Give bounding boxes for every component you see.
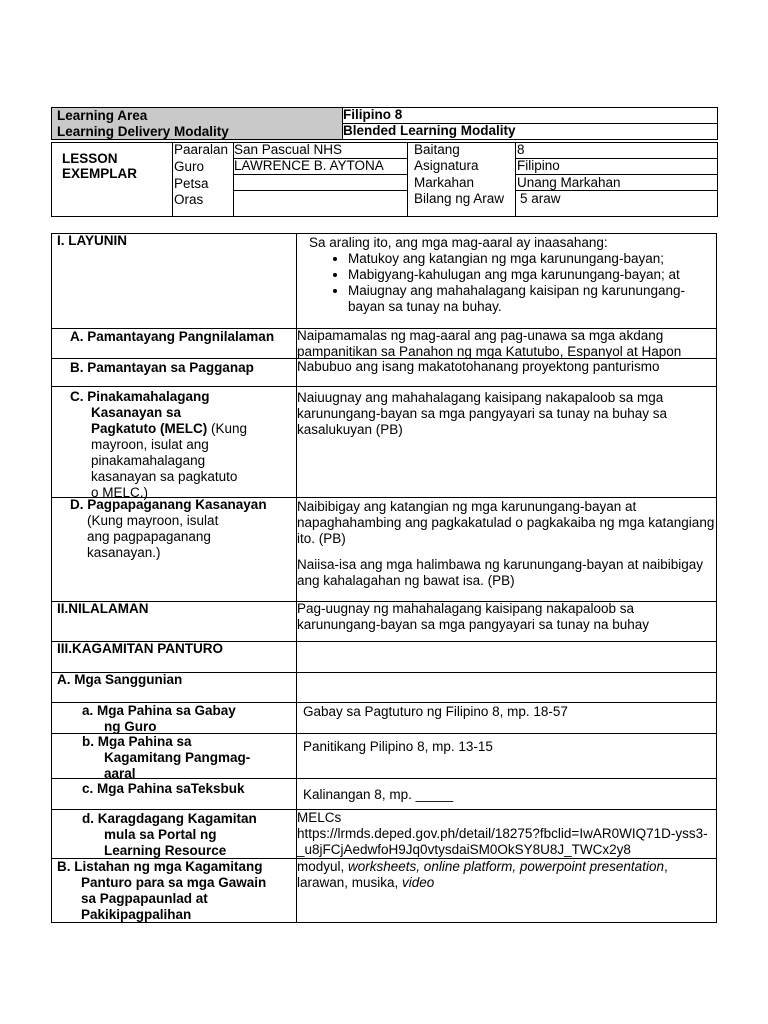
portal-label-line: d. Karagdagang Kagamitan	[82, 811, 257, 826]
layunin-list	[306, 251, 714, 315]
listahan-label-line: Panturo para sa mga Gawain	[81, 875, 267, 890]
pagpapaganang-label	[70, 497, 294, 561]
pagpapaganang-label-line: ang pagpapaganang	[87, 529, 211, 544]
asignatura-value: Filipino	[517, 158, 560, 173]
paaralan-label: Paaralan	[174, 142, 229, 157]
melc-label	[70, 389, 294, 501]
melc-label-line: mayroon, isulat ang	[91, 437, 209, 452]
asignatura-label: Asignatura	[414, 158, 479, 173]
listahan-value	[297, 859, 715, 891]
listahan-value-part: modyul,	[297, 859, 349, 874]
bilang-value: 5 araw	[520, 191, 561, 206]
baitang-value: 8	[517, 142, 525, 157]
baitang-value-cell	[515, 142, 718, 159]
portal-value	[297, 810, 715, 858]
baitang-label: Baitang	[414, 142, 460, 157]
oras-value-cell	[233, 190, 408, 217]
markahan-label: Markahan	[414, 175, 475, 190]
learning-area-label: Learning Area	[57, 108, 148, 123]
melc-value: Naiuugnay ang mahahalagang kaisipang nakapaloob sa mga karunungang-bayan sa mga pangyayari sa tunay na buhay sa kasalukuyan (PB)	[297, 390, 668, 437]
gabay-label-line: ng Guro	[104, 719, 157, 734]
pagpapaganang-value-2: Naiisa-isa ang mga halimbawa ng karunungang-bayan at naibibigay ang kahalagahan ng bawat isa. (PB)	[297, 557, 704, 588]
kagamitan-label: III.KAGAMITAN PANTURO	[57, 641, 223, 656]
listahan-label-line: Pakikipagpalihan	[81, 907, 192, 922]
gabay-label-line: a. Mga Pahina sa Gabay	[82, 703, 236, 718]
paaralan-value: San Pascual NHS	[234, 142, 343, 157]
listahan-label-line: B. Listahan ng mga Kagamitang	[57, 859, 263, 874]
pangnilalaman-value: Naipamamalas ng mag-aaral ang pag-unawa sa mga akdang pampanitikan sa Panahon ng mga Katutubo, Espanyol at Hapon	[297, 328, 682, 359]
pagganap-value: Nabubuo ang isang makatotohanang proyektong panturismo	[297, 359, 660, 374]
melc-label-line: Kasanayan sa	[91, 405, 182, 420]
petsa-value-cell	[233, 174, 408, 191]
modality-value: Blended Learning Modality	[343, 123, 516, 138]
portal-link[interactable]: https://lrmds.deped.gov.ph/detail/18275?fbclid=IwAR0WIQ71D-yss3-_u8jFCjAedwfoH9Jq0vtysdaiSM0OkSY8U8J_TWCx2y8	[297, 826, 708, 857]
exemplar-label: EXEMPLAR	[62, 166, 138, 181]
nilalaman-label: II.NILALAMAN	[57, 601, 149, 616]
pangmag-label-line: Kagamitang Pangmag-	[104, 750, 251, 765]
pagganap-label: B. Pamantayan sa Pagganap	[70, 360, 254, 375]
pangnilalaman-label: A. Pamantayang Pangnilalaman	[70, 329, 275, 344]
sanggunian-label: A. Mga Sanggunian	[57, 672, 183, 687]
pangmag-label-line: aaral	[104, 766, 136, 781]
layunin-intro: Sa araling ito, ang mga mag-aaral ay inaasahang:	[309, 235, 608, 250]
pagpapaganang-label-line: kasanayan.)	[87, 545, 161, 560]
pagpapaganang-label-line: D. Pagpapaganang Kasanayan	[70, 497, 267, 512]
melc-label-line: C. Pinakamahalagang	[70, 389, 210, 404]
markahan-value: Unang Markahan	[517, 175, 621, 190]
pangmag-label-line: b. Mga Pahina sa	[82, 734, 192, 749]
listahan-value-part: video	[402, 875, 435, 890]
melc-label-line: Pagkatuto (MELC)	[91, 421, 208, 436]
layunin-label: I. LAYUNIN	[57, 233, 128, 248]
petsa-label: Petsa	[174, 176, 209, 191]
portal-label-line: mula sa Portal ng	[104, 827, 217, 842]
listahan-value-part: worksheets, online platform, powerpoint presentation	[348, 859, 664, 874]
bilang-label: Bilang ng Araw	[414, 191, 505, 206]
portal-label-line: Learning Resource	[104, 843, 227, 858]
learning-area-value: Filipino 8	[343, 107, 403, 122]
gabay-value: Gabay sa Pagtuturo ng Filipino 8, mp. 18-57	[303, 704, 568, 719]
pangmag-label	[82, 734, 250, 782]
melc-label-line: o MELC.)	[91, 485, 149, 500]
pagpapaganang-value-1: Naibibigay ang katangian ng mga karunungang-bayan at napaghahambing ang pagkakatulad o pagkakaiba ng mga katangiang ito. (PB)	[297, 499, 715, 546]
gabay-label	[82, 703, 236, 735]
melc-label-line: (Kung	[207, 421, 248, 436]
pangmag-value: Panitikang Pilipino 8, mp. 13-15	[303, 739, 493, 754]
guro-value: LAWRENCE B. AYTONA	[234, 158, 384, 173]
teksbuk-value: Kalinangan 8, mp. _____	[303, 787, 454, 802]
row-divider	[51, 386, 717, 387]
melc-label-line: pinakamahalagang	[91, 453, 206, 468]
nilalaman-value: Pag-uugnay ng mahahalagang kaisipang nakapaloob sa karunungang-bayan sa mga pangyayari sa tunay na buhay	[297, 601, 649, 632]
lesson-label: LESSON	[62, 151, 118, 166]
portal-melcs: MELCs	[297, 810, 342, 825]
melc-label-line: kasanayan sa pagkatuto	[91, 469, 238, 484]
layunin-item: • Matukoy ang katangian ng mga karunungang-bayan;	[348, 251, 714, 267]
listahan-label-line: sa Pagpapaunlad at	[81, 891, 208, 906]
layunin-item: • Maiugnay ang mahahalagang kaisipan ng karunungang-bayan sa tunay na buhay.	[348, 283, 714, 315]
pagpapaganang-label-line: (Kung mayroon, isulat	[87, 513, 219, 528]
modality-label: Learning Delivery Modality	[57, 124, 229, 139]
guro-label: Guro	[174, 159, 205, 174]
oras-label: Oras	[174, 192, 204, 207]
teksbuk-label: c. Mga Pahina saTeksbuk	[82, 781, 245, 796]
portal-label	[82, 811, 257, 859]
listahan-value-part: , larawan, musika,	[297, 859, 668, 890]
layunin-item: • Mabigyang-kahulugan ang mga karunungang-bayan; at	[348, 267, 714, 283]
listahan-label	[57, 859, 266, 923]
